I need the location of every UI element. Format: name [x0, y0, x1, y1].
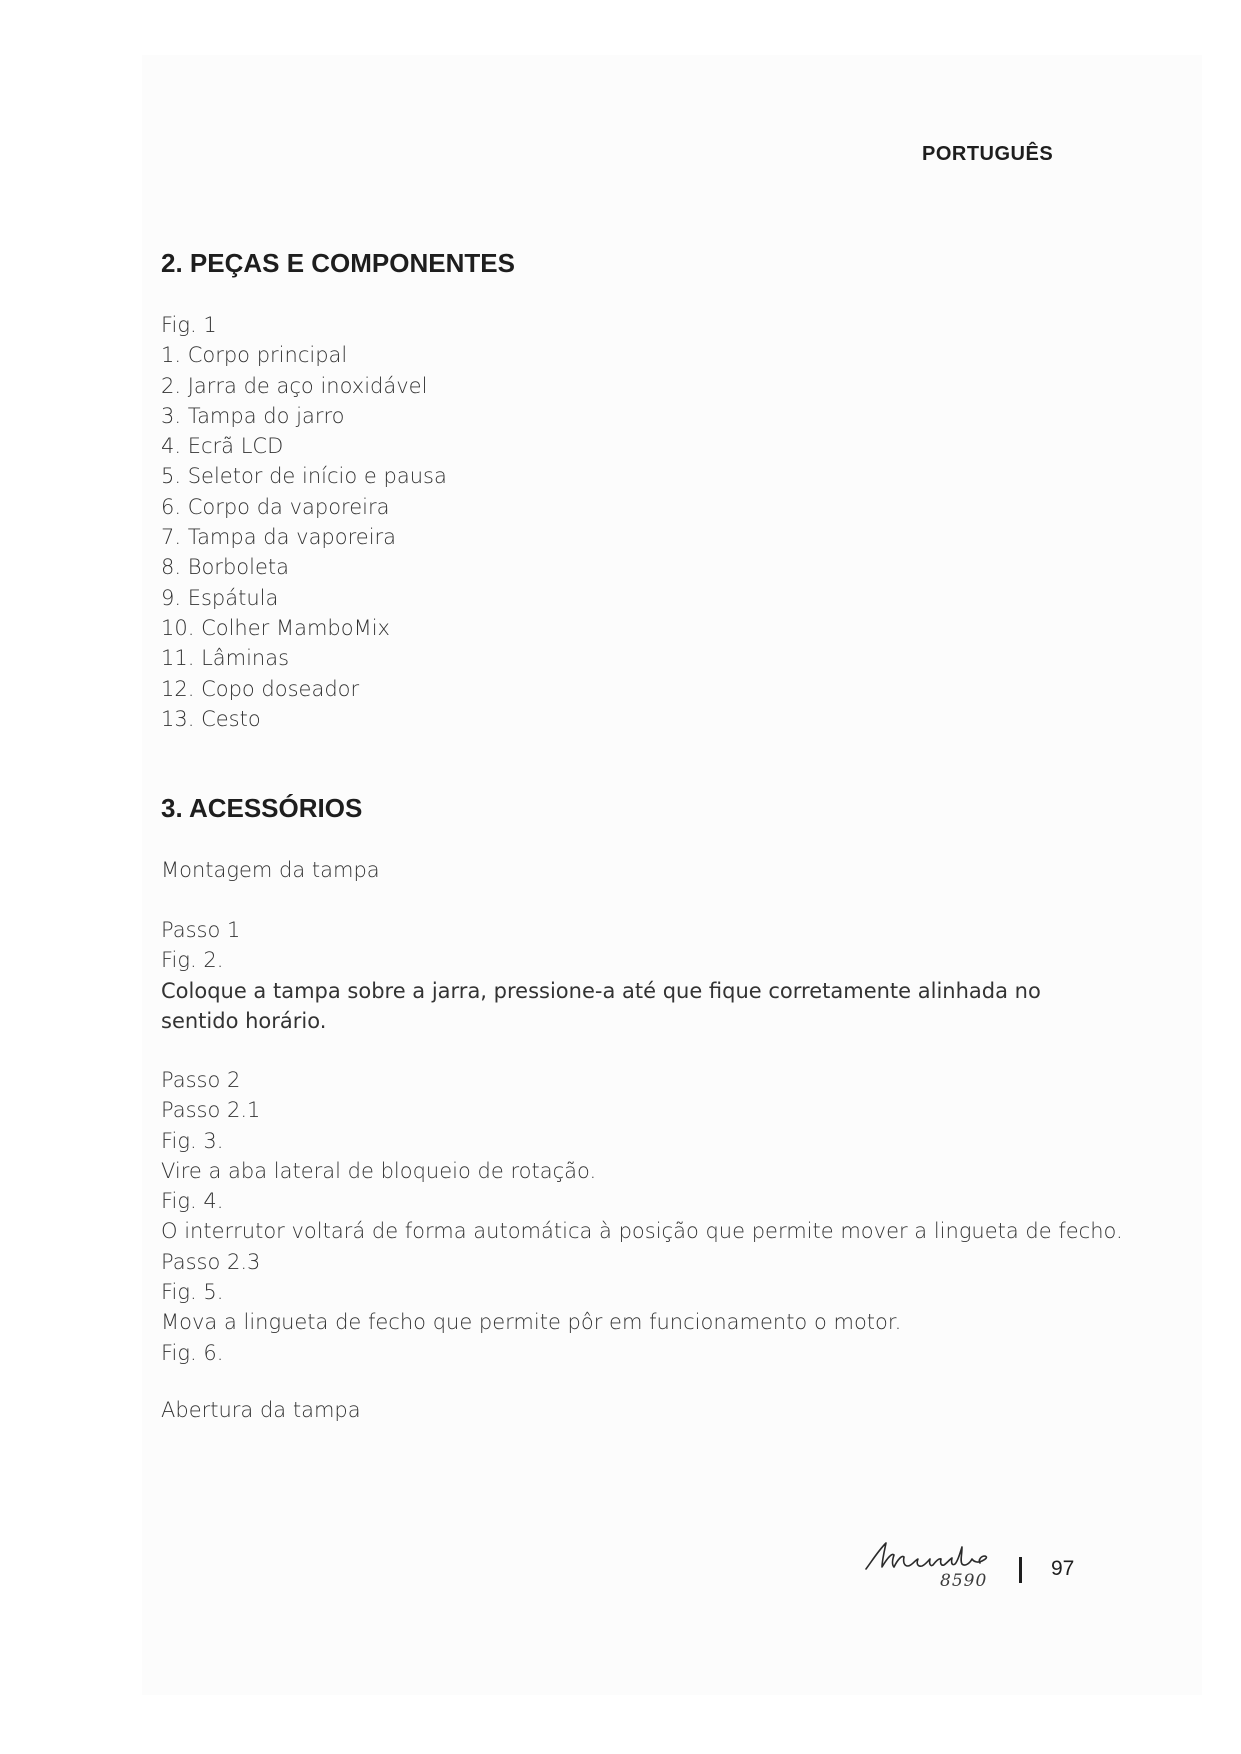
- step-2-line: Fig. 5.: [161, 1280, 224, 1305]
- step-1-fig: Fig. 2.: [161, 948, 224, 973]
- parts-list-item: 2. Jarra de aço inoxidável: [161, 373, 428, 398]
- parts-list-item: 7. Tampa da vaporeira: [161, 525, 397, 550]
- parts-list-item: 9. Espátula: [161, 585, 279, 610]
- section-2-title: 2. PEÇAS E COMPONENTES: [161, 248, 515, 278]
- step-2-line: Fig. 4.: [161, 1189, 224, 1214]
- step-1-label: Passo 1: [161, 918, 241, 942]
- parts-list-item: 5. Seletor de início e pausa: [161, 464, 447, 489]
- parts-list-item: 11. Lâminas: [161, 646, 290, 671]
- parts-list-item: 12. Copo doseador: [161, 676, 360, 701]
- step-2-line: Fig. 3.: [161, 1128, 224, 1153]
- step-2-line: Passo 2.1: [161, 1098, 261, 1123]
- page-footer: [862, 1535, 1092, 1605]
- step-1-block: [161, 915, 1121, 1036]
- section-3-title: 3. ACESSÓRIOS: [161, 793, 363, 823]
- model-number: 8590: [940, 1571, 988, 1591]
- parts-list: [161, 310, 1121, 734]
- step-1-text: Coloque a tampa sobre a jarra, pressione-a até que fique corretamente alinhada no sentido horário.: [161, 978, 1041, 1033]
- step-2-block: [161, 1065, 1121, 1368]
- step-2-line: Mova a lingueta de fecho que permite pôr em funcionamento o motor.: [161, 1310, 902, 1335]
- page-number: 97: [1051, 1557, 1075, 1580]
- lid-opening-heading: Abertura da tampa: [161, 1398, 361, 1422]
- step-2-line: Passo 2: [161, 1068, 241, 1092]
- closing-block: [161, 1395, 1121, 1425]
- parts-list-item: 6. Corpo da vaporeira: [161, 494, 390, 519]
- parts-list-item: 13. Cesto: [161, 706, 261, 731]
- footer-separator: [1019, 1557, 1022, 1583]
- step-2-line: Fig. 6.: [161, 1340, 224, 1365]
- step-2-line: Passo 2.3: [161, 1249, 261, 1274]
- step-2-line: Vire a aba lateral de bloqueio de rotação.: [161, 1158, 597, 1183]
- parts-list-item: 8. Borboleta: [161, 555, 289, 580]
- accessories-subtitle-block: [161, 855, 1121, 885]
- parts-list-item: 1. Corpo principal: [161, 343, 348, 368]
- mambo-logo: [862, 1535, 997, 1605]
- accessories-subtitle: Montagem da tampa: [161, 858, 380, 882]
- parts-list-item: 3. Tampa do jarro: [161, 403, 345, 428]
- parts-list-item: 4. Ecrã LCD: [161, 434, 284, 459]
- parts-list-item: Fig. 1: [161, 313, 217, 337]
- language-label: PORTUGUÊS: [922, 143, 1054, 165]
- parts-list-item: 10. Colher MamboMix: [161, 615, 390, 640]
- step-2-line: O interrutor voltará de forma automática à posição que permite mover a lingueta de fecho.: [161, 1219, 1123, 1244]
